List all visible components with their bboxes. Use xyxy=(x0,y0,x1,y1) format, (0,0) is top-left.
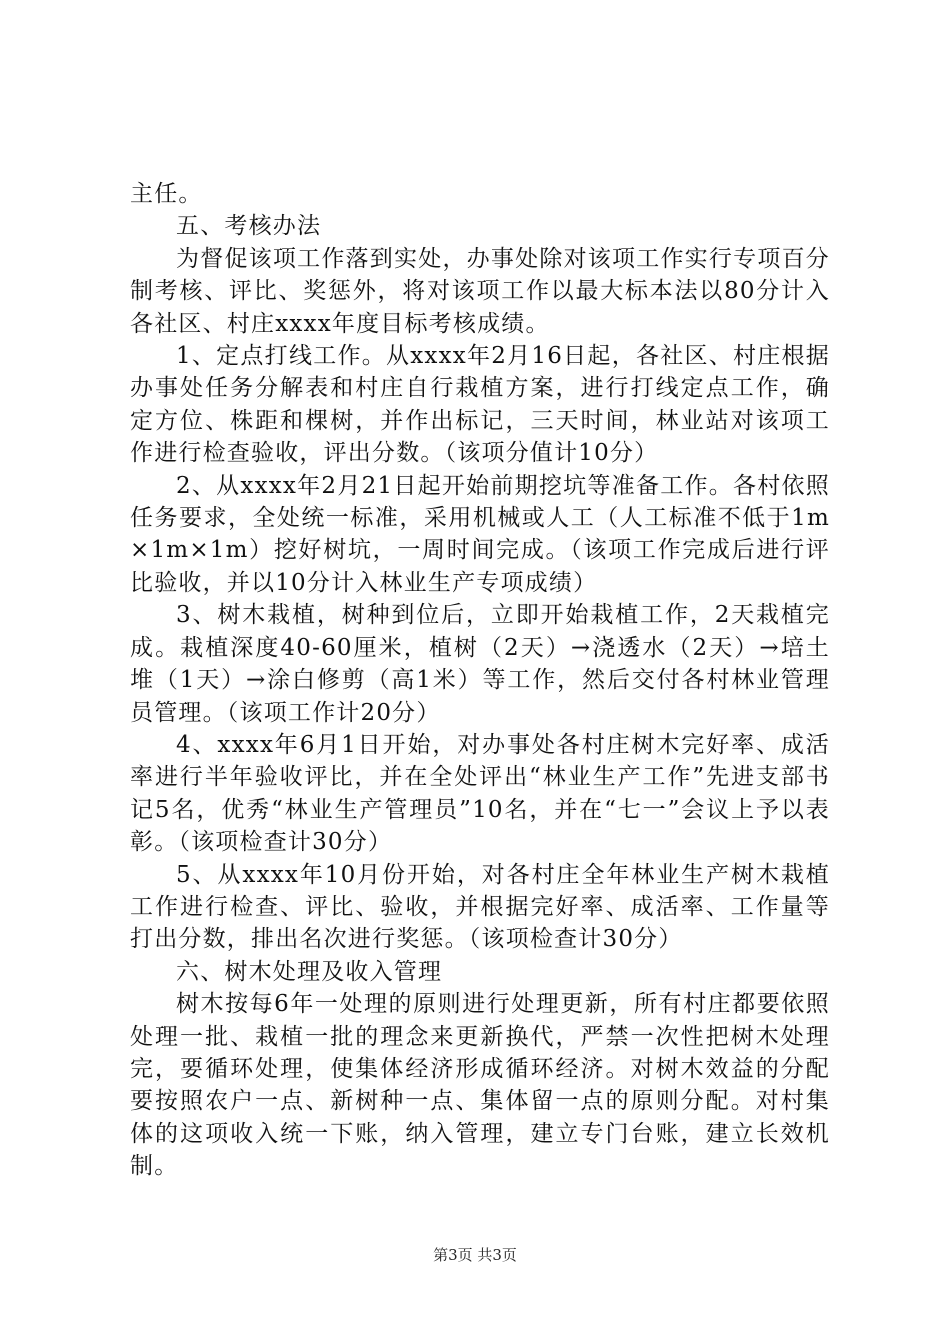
document-body xyxy=(130,178,830,1183)
page-number: 第3页 共3页 xyxy=(433,1246,517,1264)
section-heading-tree-management: 六、树木处理及收入管理 xyxy=(176,958,443,985)
paragraph-item-3: 3、树木栽植，树种到位后，立即开始栽植工作，2天栽植完成。栽植深度40-60厘米，植树（2天）→浇透水（2天）→培土堆（1天）→涂白修剪（高1米）等工作，然后交付各村林业管理员管理。（该项工作计20分） xyxy=(130,602,830,726)
paragraph-tree-management: 树木按每6年一处理的原则进行处理更新，所有村庄都要依照处理一批、栽植一批的理念来更新换代，严禁一次性把树木处理完，要循环处理，使集体经济形成循环经济。对树木效益的分配要按照农户一点、新树种一点、集体留一点的原则分配。对村集体的这项收入统一下账，纳入管理，建立专门台账，建立长效机制。 xyxy=(130,991,830,1180)
page-footer xyxy=(0,1245,950,1265)
paragraph-item-5: 5、从xxxx年10月份开始，对各村庄全年林业生产树木栽植工作进行检查、评比、验收，并根据完好率、成活率、工作量等打出分数，排出名次进行奖惩。（该项检查计30分） xyxy=(130,861,830,953)
paragraph-item-1: 1、定点打线工作。从xxxx年2月16日起，各社区、村庄根据办事处任务分解表和村庄自行栽植方案，进行打线定点工作，确定方位、株距和棵树，并作出标记，三天时间，林业站对该项工作进行检查验收，评出分数。（该项分值计10分） xyxy=(130,343,830,467)
section-heading-assessment: 五、考核办法 xyxy=(176,213,322,240)
paragraph-item-4: 4、xxxx年6月1日开始，对办事处各村庄树木完好率、成活率进行半年验收评比，并在全处评出“林业生产工作”先进支部书记5名，优秀“林业生产管理员”10名，并在“七一”会议上予以表彰。（该项检查计30分） xyxy=(130,731,830,856)
paragraph-item-2: 2、从xxxx年2月21日起开始前期挖坑等准备工作。各村依照任务要求，全处统一标准，采用机械或人工（人工标准不低于1m×1m×1m）挖好树坑，一周时间完成。（该项工作完成后进行评比验收，并以10分计入林业生产专项成绩） xyxy=(130,472,830,596)
paragraph-continuation: 主任。 xyxy=(130,181,203,207)
paragraph-assessment-intro: 为督促该项工作落到实处，办事处除对该项工作实行专项百分制考核、评比、奖惩外，将对该项工作以最大标本法以80分计入各社区、村庄xxxx年度目标考核成绩。 xyxy=(130,245,830,337)
